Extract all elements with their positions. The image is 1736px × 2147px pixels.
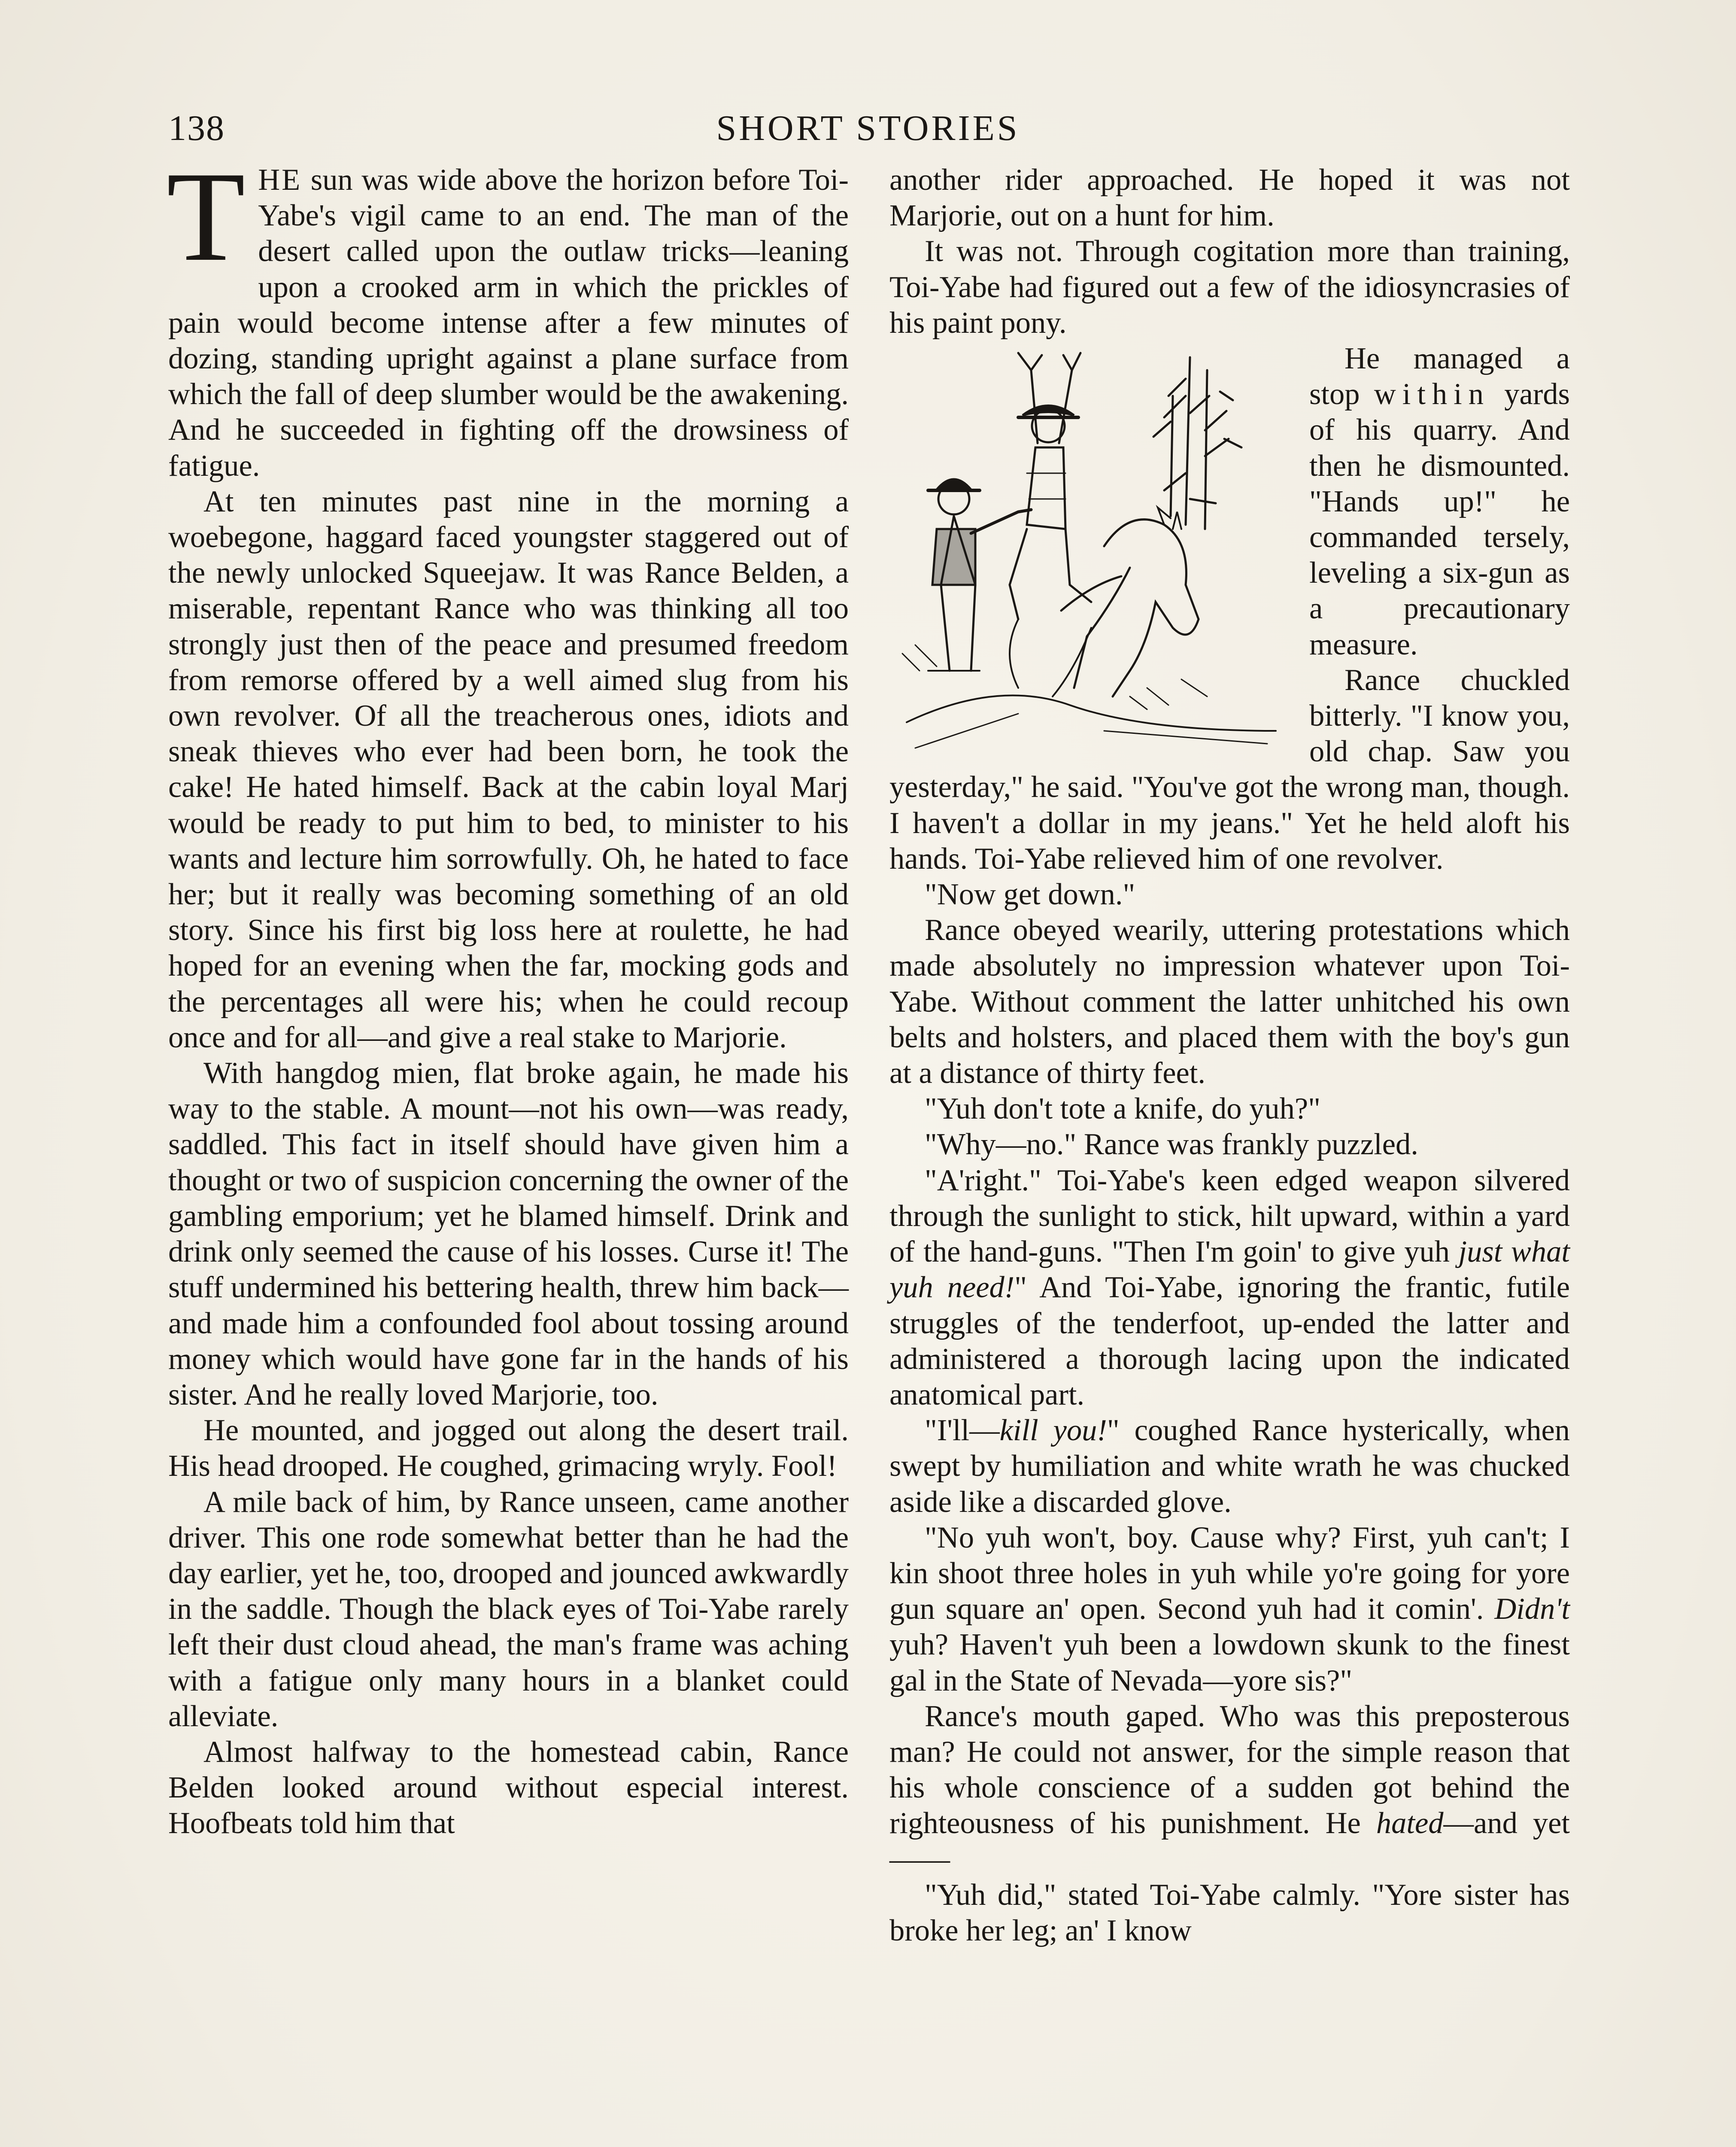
paragraph-text: sun was wide above the horizon before Toi-Yabe's vigil came to an end. The man of the desert called upon the outlaw tricks—leaning upon a crooked arm in which the prickles of pain would become intense after a few minutes of dozing, standing upright against a plane surface from which the fall of deep slumber would be the awakening. And he succeeded in fighting off the drowsiness of fatigue. xyxy=(168,163,849,483)
paragraph: "No yuh won't, boy. Cause why? First, yuh can't; I kin shoot three holes in yuh while yo're going for yore gun square an' open. Second yuh had it comin'. Didn't yuh? Haven't yuh been a lowdown skunk to the finest gal in the State of Nevada—yore sis?" xyxy=(889,1521,1570,1697)
paragraph: "Why—no." Rance was frankly puzzled. xyxy=(925,1128,1418,1162)
paragraph: "I'll—kill you!" coughed Rance hysterically, when swept by humiliation and white wrath he was chucked aside like a discarded glove. xyxy=(889,1414,1570,1519)
illustration-drawing xyxy=(889,344,1293,757)
paragraph: A mile back of him, by Rance unseen, came another driver. This one rode somewhat better than he had the day earlier, yet he, too, drooped and jounced awkwardly in the saddle. Though the black eyes of Toi-Yabe rarely left their dust cloud ahead, the man's frame was aching with a fatigue only many hours in a blanket could alleviate. xyxy=(168,1485,849,1733)
paragraph: It was not. Through cogitation more than training, Toi-Yabe had figured out a few of the idiosyncrasies of his paint pony. xyxy=(889,234,1570,340)
paragraph: He managed a stop within yards of his quarry. And then he dismounted. "Hands up!" he commanded tersely, leveling a six-gun as a precautionary measure. xyxy=(1309,342,1570,661)
left-column xyxy=(167,145,849,1842)
paragraph: "Now get down." xyxy=(925,878,1135,912)
paragraph: "A'right." Toi-Yabe's keen edged weapon silvered through the sunlight to stick, hilt upward, within a yard of the hand-guns. "Then I'm goin' to give yuh just what yuh need!" And Toi-Yabe, ignoring the frantic, futile struggles of the tenderfoot, up-ended the latter and administered a thorough lacing upon the indicated anatomical part. xyxy=(889,1163,1570,1411)
paragraph: Rance chuckled bitterly. "I know you, old chap. Saw you yesterday," he said. "You've got the wrong man, though. I haven't a dollar in my jeans." Yet he held aloft his hands. Toi-Yabe relieved him of one revolver. xyxy=(889,663,1570,876)
page-header xyxy=(168,107,1568,155)
page-number: 138 xyxy=(168,108,225,148)
paragraph: With hangdog mien, flat broke again, he made his way to the stable. A mount—not his own—was ready, saddled. This fact in itself should have given him a thought or two of suspicion concerning the owner of the gambling emporium; yet he blamed himself. Drink and drink only seemed the cause of his losses. Curse it! The stuff undermined his bettering health, threw him back—and made him a confounded fool about tossing around money which would have gone far in the hands of his sister. And he really loved Marjorie, too. xyxy=(168,1056,849,1411)
holdup-illustration xyxy=(889,344,1293,757)
paragraph: Rance obeyed wearily, uttering protestations which made absolutely no impression whatever upon Toi-Yabe. Without comment the latter unhitched his own belts and holsters, and placed them with the boy's gun at a distance of thirty feet. xyxy=(889,913,1570,1090)
running-head: SHORT STORIES xyxy=(716,108,1020,148)
paragraph: another rider approached. He hoped it was not Marjorie, out on a hunt for him. xyxy=(889,163,1570,233)
paragraph: "Yuh did," stated Toi-Yabe calmly. "Yore sister has broke her leg; an' I know xyxy=(889,1878,1570,1947)
paragraph: Rance's mouth gaped. Who was this preposterous man? He could not answer, for the simple reason that his whole conscience of a sudden got behind the righteousness of his punishment. He hated—and yet—— xyxy=(889,1699,1570,1876)
paragraph: At ten minutes past nine in the morning a woebegone, haggard faced youngster staggered out of the newly unlocked Squeejaw. It was Rance Belden, a miserable, repentant Rance who was thinking all too strongly just then of the peace and presumed freedom from remorse offered by a well aimed slug from his own revolver. Of all the treacherous ones, idiots and sneak thieves who ever had been born, he took the cake! He hated himself. Back at the cabin loyal Marj would be ready to put him to bed, to minister to his wants and lecture him sorrowfully. Oh, he hated to face her; but it really was becoming something of an old story. Since his first big loss here at roulette, he had hoped for an evening when the far, mocking gods and the percentages all were his; when he could recoup once and for all—and give a real stake to Marjorie. xyxy=(168,484,849,1054)
right-column xyxy=(889,162,1570,1949)
paragraph: He mounted, and jogged out along the desert trail. His head drooped. He coughed, grimacing wryly. Fool! xyxy=(168,1414,849,1483)
paragraph: "Yuh don't tote a knife, do yuh?" xyxy=(925,1092,1320,1126)
lead-caps: HE xyxy=(258,163,302,197)
paragraph: Almost halfway to the homestead cabin, Rance Belden looked around without especial interest. Hoofbeats told him that xyxy=(168,1735,849,1840)
paragraph xyxy=(167,145,849,484)
drop-cap: T xyxy=(167,145,246,288)
